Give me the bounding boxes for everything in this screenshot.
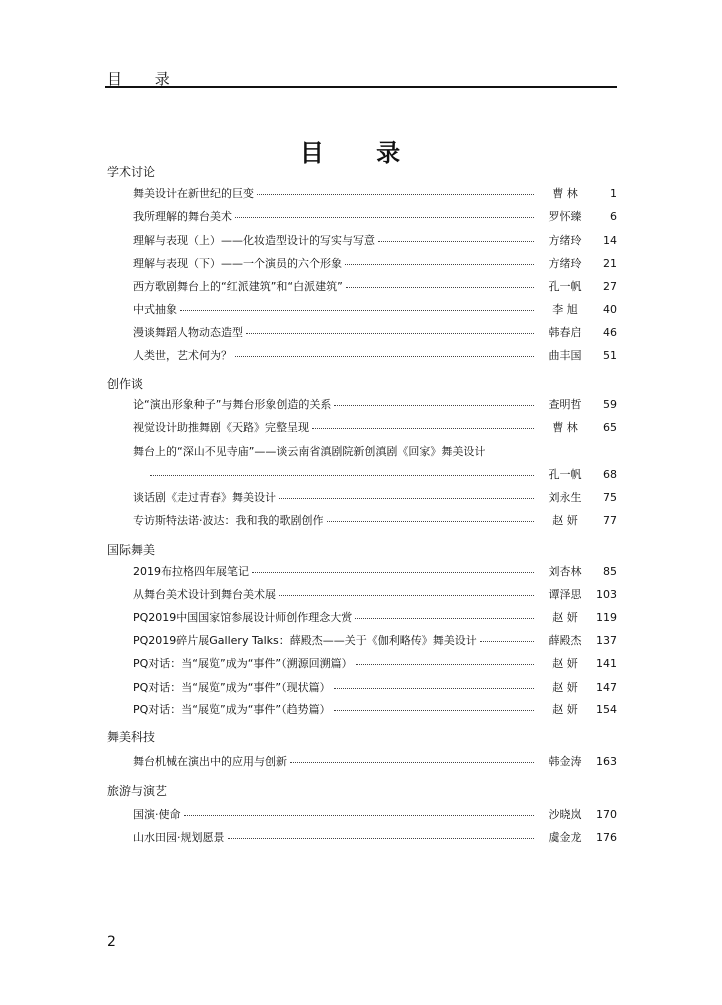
entry-page-number: 77 — [603, 514, 617, 527]
dot-leader — [184, 808, 534, 816]
entry-title: 视觉设计助推舞剧《天路》完整呈现 — [133, 421, 309, 434]
entry-title: 理解与表现（上）——化妆造型设计的写实与写意 — [133, 234, 375, 247]
dot-leader — [356, 657, 534, 665]
page-number: 2 — [107, 934, 116, 950]
entry-page-number: 51 — [603, 349, 617, 362]
entry-page-number: 176 — [596, 831, 617, 844]
entry-title: 人类世，艺术何为？ — [133, 349, 232, 362]
entry-author: 查明哲 — [548, 398, 582, 411]
entry-page-number: 147 — [596, 681, 617, 694]
dot-leader — [334, 681, 534, 689]
entry-title: 漫谈舞蹈人物动态造型 — [133, 326, 243, 339]
entry-page-number: 163 — [596, 755, 617, 768]
entry-author: 赵 妍 — [552, 514, 578, 527]
entry-title: 中式抽象 — [133, 303, 177, 316]
entry-page-number: 27 — [603, 280, 617, 293]
entry-author: 薛殿杰 — [548, 634, 582, 647]
section-title: 旅游与演艺 — [107, 784, 168, 798]
entry-page-number: 14 — [603, 234, 617, 247]
entry-author: 孔一帆 — [548, 280, 582, 293]
dot-leader — [257, 187, 534, 195]
dot-leader — [279, 588, 534, 596]
entry-author: 赵 妍 — [552, 703, 578, 716]
dot-leader — [480, 634, 534, 642]
dot-leader — [235, 349, 534, 357]
entry-author: 虞金龙 — [548, 831, 582, 844]
entry-page-number: 68 — [603, 468, 617, 481]
dot-leader — [378, 234, 534, 242]
entry-page-number: 40 — [603, 303, 617, 316]
dot-leader — [150, 468, 534, 476]
entry-page-number: 85 — [603, 565, 617, 578]
entry-title: 论“演出形象种子”与舞台形象创造的关系 — [133, 398, 332, 411]
entry-title: 舞台上的“深山不见寺庙”——谈云南省滇剧院新创滇剧《回家》舞美设计 — [133, 445, 486, 458]
entry-author: 罗怀臻 — [548, 210, 582, 223]
entry-title: 我所理解的舞台美术 — [133, 210, 232, 223]
entry-title: PQ对话：当“展览”成为“事件”（现状篇） — [133, 681, 331, 694]
entry-title: 从舞台美术设计到舞台美术展 — [133, 588, 276, 601]
dot-leader — [235, 210, 534, 218]
entry-title: 山水田园·规划愿景 — [133, 831, 225, 844]
entry-title: PQ对话：当“展览”成为“事件”（趋势篇） — [133, 703, 331, 716]
section-title: 国际舞美 — [107, 543, 156, 557]
entry-page-number: 65 — [603, 421, 617, 434]
dot-leader — [252, 565, 534, 573]
dot-leader — [246, 326, 534, 334]
entry-author: 韩春启 — [548, 326, 582, 339]
dot-leader — [355, 611, 534, 619]
entry-author: 韩金涛 — [548, 755, 582, 768]
entry-author: 孔一帆 — [548, 468, 582, 481]
entry-author: 刘永生 — [548, 491, 582, 504]
entry-title: 国演·使命 — [133, 808, 181, 821]
entry-title: 舞台机械在演出中的应用与创新 — [133, 755, 287, 768]
entry-page-number: 141 — [596, 657, 617, 670]
section-title: 学术讨论 — [107, 165, 156, 179]
dot-leader — [228, 831, 534, 839]
entry-page-number: 170 — [596, 808, 617, 821]
entry-author: 方绪玲 — [548, 234, 582, 247]
entry-title: 2019布拉格四年展笔记 — [133, 565, 249, 578]
dot-leader — [312, 421, 534, 429]
entry-author: 沙晓岚 — [548, 808, 582, 821]
dot-leader — [327, 514, 534, 522]
entry-page-number: 137 — [596, 634, 617, 647]
entry-author: 方绪玲 — [548, 257, 582, 270]
entry-title: 舞美设计在新世纪的巨变 — [133, 187, 254, 200]
entry-page-number: 103 — [596, 588, 617, 601]
entry-title: PQ2019中国国家馆参展设计师创作理念大赏 — [133, 611, 353, 624]
entry-author: 李 旭 — [552, 303, 578, 316]
section-title: 舞美科技 — [107, 730, 156, 744]
entry-author: 曹 林 — [552, 421, 578, 434]
dot-leader — [346, 280, 534, 288]
dot-leader — [345, 257, 534, 265]
entry-title: PQ2019碎片展Gallery Talks：薛殿杰——关于《伽利略传》舞美设计 — [133, 634, 477, 647]
entry-title: 专访斯特法诺·波达：我和我的歌剧创作 — [133, 514, 324, 527]
entry-page-number: 75 — [603, 491, 617, 504]
entry-title: 理解与表现（下）——一个演员的六个形象 — [133, 257, 342, 270]
entry-page-number: 119 — [596, 611, 617, 624]
running-head: 目 录 — [107, 70, 184, 88]
entry-author: 曹 林 — [552, 187, 578, 200]
dot-leader — [180, 303, 534, 311]
entry-title: 西方歌剧舞台上的“红派建筑”和“白派建筑” — [133, 280, 343, 293]
entry-page-number: 154 — [596, 703, 617, 716]
dot-leader — [334, 398, 534, 406]
entry-page-number: 59 — [603, 398, 617, 411]
entry-author: 赵 妍 — [552, 681, 578, 694]
entry-title: 谈话剧《走过青春》舞美设计 — [133, 491, 276, 504]
section-title: 创作谈 — [107, 377, 144, 391]
page-title: 目 录 — [299, 139, 423, 167]
entry-author: 刘杏林 — [548, 565, 582, 578]
entry-author: 赵 妍 — [552, 611, 578, 624]
dot-leader — [279, 491, 534, 499]
entry-author: 赵 妍 — [552, 657, 578, 670]
entry-author: 曲丰国 — [548, 349, 582, 362]
dot-leader — [334, 703, 534, 711]
entry-page-number: 1 — [610, 187, 617, 200]
dot-leader — [290, 755, 534, 763]
entry-author: 谭泽思 — [548, 588, 582, 601]
entry-page-number: 46 — [603, 326, 617, 339]
entry-page-number: 6 — [610, 210, 617, 223]
entry-page-number: 21 — [603, 257, 617, 270]
entry-title: PQ对话：当“展览”成为“事件”（溯源回溯篇） — [133, 657, 353, 670]
